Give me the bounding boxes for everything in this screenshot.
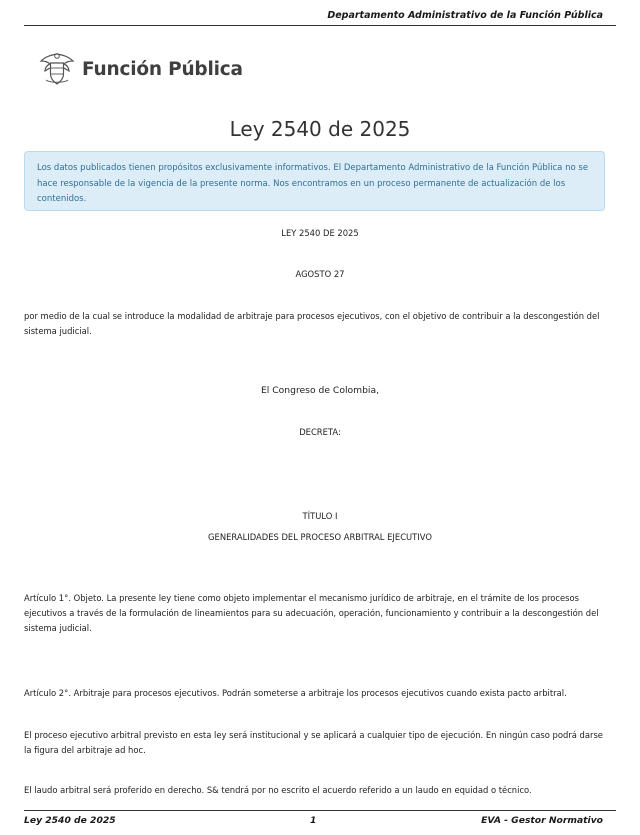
disclaimer-notice: Los datos publicados tienen propósitos exclusivamente informativos. El Departamento Administrativo de la Función Pública no se hace responsable de la vigencia de la presente norma. Nos encontramos en un proceso permanente de actualización de los contenidos.	[24, 151, 605, 211]
article-1: Artículo 1°. Objeto. La presente ley tiene como objeto implementar el mecanismo jurídico de arbitraje, en el trámite de los procesos ejecutivos a través de la formulación de lineamientos para su adecuación, operación, funcionamiento y contribuir a la descongestión del sistema judicial.	[24, 593, 599, 633]
logo	[38, 50, 243, 88]
law-summary: por medio de la cual se introduce la modalidad de arbitraje para procesos ejecutivos, con el objetivo de contribuir a la descongestión del sistema judicial.	[24, 311, 600, 336]
logo-text: Función Pública	[82, 58, 243, 80]
header-divider	[24, 25, 616, 26]
footer-page-number: 1	[310, 815, 317, 826]
law-date: AGOSTO 27	[295, 269, 345, 279]
article-2: Artículo 2°. Arbitraje para procesos ejecutivos. Podrán someterse a arbitraje los procesos ejecutivos cuando exista pacto arbitral.	[24, 688, 567, 698]
footer-law-title: Ley 2540 de 2025	[24, 815, 116, 826]
paragraph-1: El proceso ejecutivo arbitral previsto en esta ley será institucional y se aplicará a cualquier tipo de ejecución. En ningún caso podrá darse la figura del arbitraje ad hoc.	[24, 730, 603, 755]
title-number: TÍTULO I	[302, 511, 338, 521]
law-heading: LEY 2540 DE 2025	[281, 228, 359, 238]
colombia-coat-of-arms-icon	[38, 50, 76, 88]
paragraph-2: El laudo arbitral será proferido en derecho. S& tendrá por no escrito el acuerdo referido a un laudo en equidad o técnico.	[24, 785, 532, 795]
title-name: GENERALIDADES DEL PROCESO ARBITRAL EJECUTIVO	[208, 532, 432, 542]
footer-system-name: EVA - Gestor Normativo	[481, 815, 603, 826]
header-organization: Departamento Administrativo de la Función Pública	[327, 10, 603, 21]
congress-line: El Congreso de Colombia,	[260, 385, 380, 396]
page-title: Ley 2540 de 2025	[229, 117, 411, 141]
decreta-line: DECRETA:	[299, 427, 341, 437]
footer-divider	[24, 810, 616, 811]
